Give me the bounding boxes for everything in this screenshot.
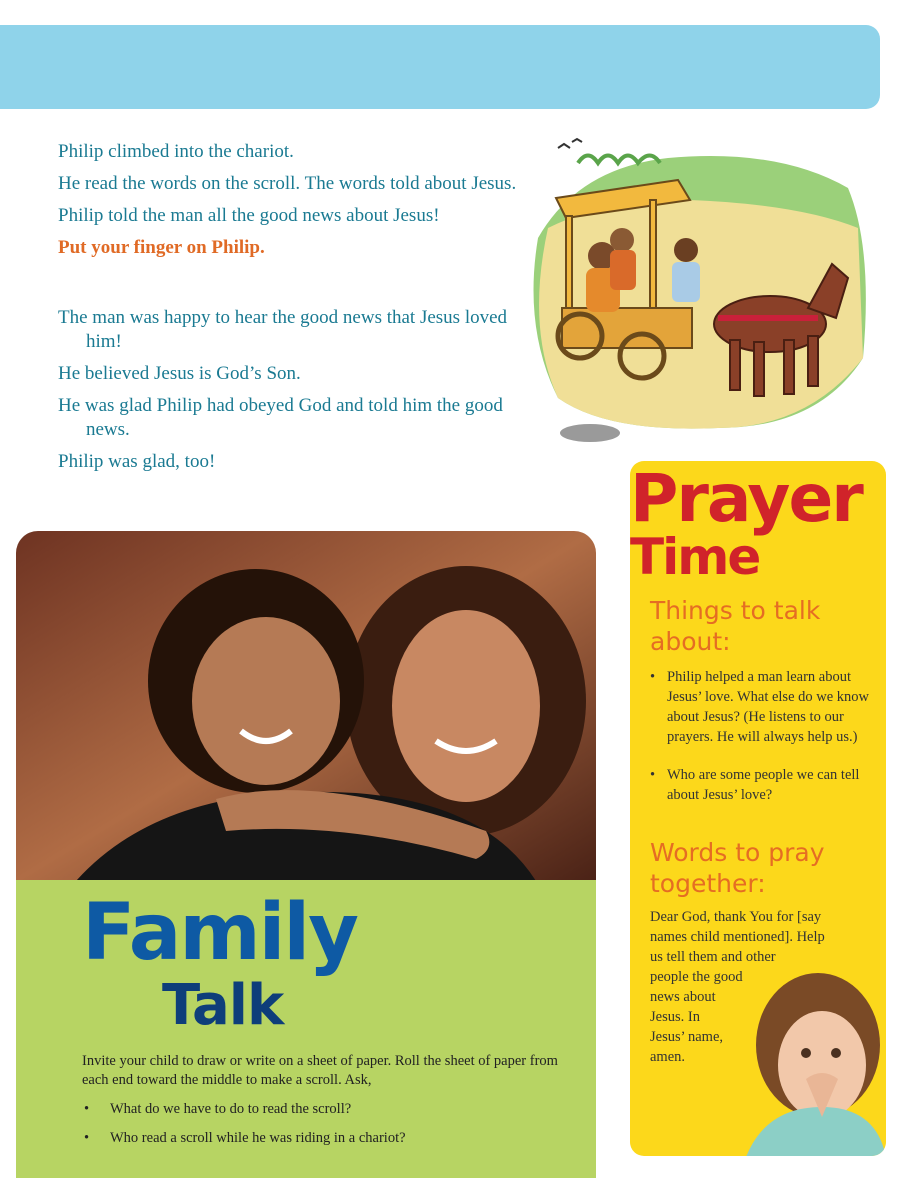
family-talk-subtitle: Talk xyxy=(162,973,284,1038)
family-photo xyxy=(16,531,596,881)
things-to-talk-heading: Things to talk about: xyxy=(650,596,821,656)
prayer-line: Jesus’ name, xyxy=(650,1029,724,1045)
words-to-pray-heading: Words to pray together: xyxy=(650,838,825,898)
list-item xyxy=(82,1100,572,1119)
prayer-time-panel xyxy=(630,461,886,1156)
header-band xyxy=(0,25,880,109)
story-paragraph: He read the words on the scroll. The words told about Jesus. xyxy=(58,173,517,194)
story-paragraph: Philip was glad, too! xyxy=(58,451,216,472)
question-text: Who read a scroll while he was riding in a chariot? xyxy=(110,1130,406,1146)
list-item xyxy=(82,1129,572,1148)
prayer-line: us tell them and other xyxy=(650,949,776,965)
bullet-icon: • xyxy=(84,1101,90,1117)
mother-child-photo xyxy=(16,531,596,881)
prayer-time-title: Prayer xyxy=(630,461,862,537)
bullet-icon: • xyxy=(84,1130,90,1146)
prayer-line: amen. xyxy=(650,1049,686,1065)
prayer-line: names child mentioned]. Help xyxy=(650,929,825,945)
family-talk-title: Family xyxy=(82,888,357,978)
story-paragraph: Philip told the man all the good news about Jesus! xyxy=(58,205,440,226)
story-paragraph: He was glad Philip had obeyed God and told him the good news. xyxy=(58,395,503,440)
question-text: What do we have to do to read the scroll? xyxy=(110,1101,352,1117)
prayer-time-subtitle: Time xyxy=(630,528,760,586)
story-instruction: Put your finger on Philip. xyxy=(58,237,265,258)
family-talk-panel xyxy=(16,880,596,1178)
story-paragraph: The man was happy to hear the good news that Jesus loved him! xyxy=(58,307,508,352)
list-item xyxy=(650,667,882,747)
story-text xyxy=(58,140,518,482)
prayer-line: people the good xyxy=(650,969,743,985)
story-paragraph: He believed Jesus is God’s Son. xyxy=(58,363,301,384)
chariot-illustration xyxy=(518,128,876,458)
talk-item-text: Who are some people we can tell about Jesus’ love? xyxy=(667,767,860,803)
list-item xyxy=(650,765,882,805)
praying-girl-photo xyxy=(726,967,886,1156)
things-to-talk-list xyxy=(650,667,882,823)
talk-item-text: Philip helped a man learn about Jesus’ love. What else do we know about Jesus? (He listens to our prayers. He will always help us.) xyxy=(667,669,870,745)
bullet-icon: • xyxy=(650,767,656,783)
story-paragraph: Philip climbed into the chariot. xyxy=(58,141,294,162)
bullet-icon: • xyxy=(650,669,656,685)
prayer-line: news about xyxy=(650,989,716,1005)
prayer-line: Jesus. In xyxy=(650,1009,700,1025)
family-talk-questions xyxy=(82,1100,572,1158)
prayer-line: Dear God, thank You for [say xyxy=(650,909,822,925)
family-talk-intro: Invite your child to draw or write on a sheet of paper. Roll the sheet of paper from each end toward the middle to make a scroll. Ask, xyxy=(82,1053,558,1088)
